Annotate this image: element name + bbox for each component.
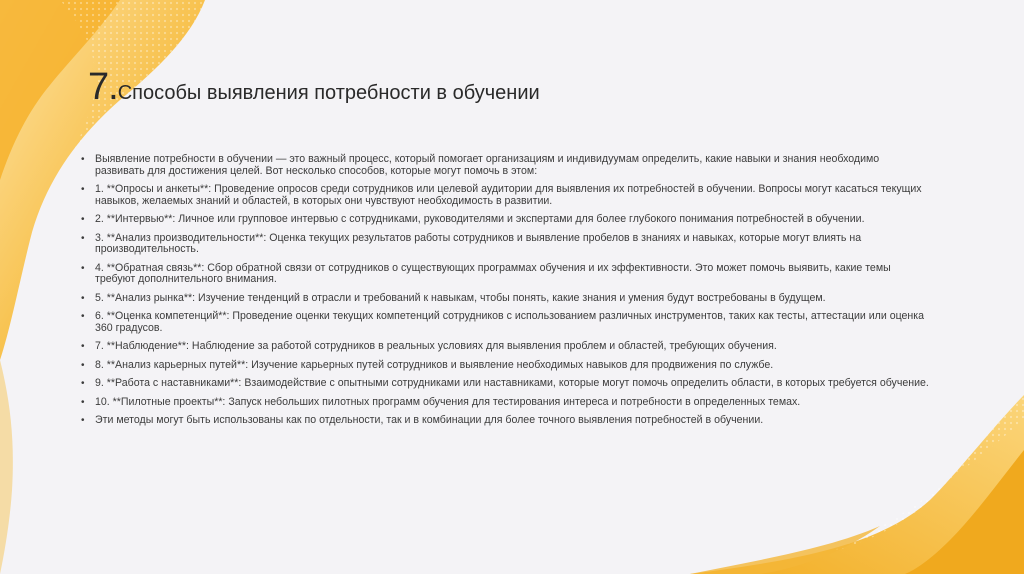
- list-item-text: 8. **Анализ карьерных путей**: Изучение карьерных путей сотрудников и выявление необходимых навыков для продвижения по службе.: [95, 358, 774, 371]
- list-item-text: 9. **Работа с наставниками**: Взаимодействие с опытными сотрудниками или наставниками, которые могут помочь определить области, в которых требуется обучение.: [95, 377, 929, 389]
- list-item: [79, 293, 931, 305]
- slide-title: [88, 66, 540, 109]
- bullet-icon: •: [81, 341, 85, 352]
- list-item-text: 6. **Оценка компетенций**: Проведение оценки текущих компетенций сотрудников с использованием различных инструментов, таких как тесты, аттестации или оценка 360 градусов.: [95, 310, 925, 334]
- list-item: [79, 311, 931, 334]
- bullet-icon: •: [81, 232, 85, 244]
- bullet-icon: •: [81, 378, 85, 389]
- bullet-icon: •: [81, 415, 85, 426]
- list-item-text: 1. **Опросы и анкеты**: Проведение опросов среди сотрудников или целевой аудитории для выявления их потребностей в обучении. Вопросы могут касаться текущих навыков, желаемых знаний и областей, в которых они чувствуют необходимость в развитии.: [95, 183, 922, 207]
- title-text: Способы выявления потребности в обучении: [117, 82, 540, 104]
- bullet-icon: •: [81, 214, 85, 225]
- list-item-text: 10. **Пилотные проекты**: Запуск небольших пилотных программ обучения для тестирования интереса и потребности в определенных темах.: [95, 395, 801, 408]
- list-item-text: Эти методы могут быть использованы как по отдельности, так и в комбинации для более точного выявления потребностей в обучении.: [95, 414, 764, 426]
- bullet-icon: •: [81, 396, 85, 408]
- bullet-icon: •: [81, 184, 85, 195]
- list-item: [79, 154, 931, 177]
- list-item-text: Выявление потребности в обучении — это важный процесс, который помогает организациям и индивидуумам определить, какие навыки и знания необходимо развивать для достижения целей. Вот несколько способов, которые могут помочь в этом:: [95, 153, 880, 177]
- bullet-icon: •: [81, 292, 85, 304]
- bullet-icon: •: [81, 154, 85, 165]
- list-item-text: 4. **Обратная связь**: Сбор обратной связи от сотрудников о существующих программах обучения и их эффективности. Это может помочь выявить, какие темы требуют дополнительного внимания.: [95, 261, 891, 285]
- bullet-icon: •: [81, 311, 85, 322]
- list-item: [79, 360, 931, 372]
- list-item: [79, 263, 931, 286]
- list-item: [79, 214, 931, 226]
- list-item-text: 5. **Анализ рынка**: Изучение тенденций в отрасли и требований к навыкам, чтобы понять, какие знания и умения будут востребованы в будущем.: [95, 291, 826, 304]
- list-item-text: 3. **Анализ производительности**: Оценка текущих результатов работы сотрудников и выявление пробелов в знаниях и навыках, которые могут влиять на производительность.: [95, 231, 862, 255]
- list-item: [79, 397, 931, 409]
- bullet-list: [79, 154, 931, 434]
- list-item: [79, 415, 931, 427]
- list-item: [79, 184, 931, 207]
- list-item: [79, 378, 931, 390]
- title-number: 7.: [88, 66, 118, 108]
- bullet-icon: •: [81, 262, 85, 274]
- bullet-icon: •: [81, 359, 85, 371]
- list-item-text: 2. **Интервью**: Личное или групповое интервью с сотрудниками, руководителями и экспертами для более глубокого понимания потребностей в обучении.: [95, 213, 865, 225]
- list-item: [79, 341, 931, 353]
- list-item-text: 7. **Наблюдение**: Наблюдение за работой сотрудников в реальных условиях для выявления проблем и областей, требующих обучения.: [95, 340, 777, 352]
- list-item: [79, 233, 931, 256]
